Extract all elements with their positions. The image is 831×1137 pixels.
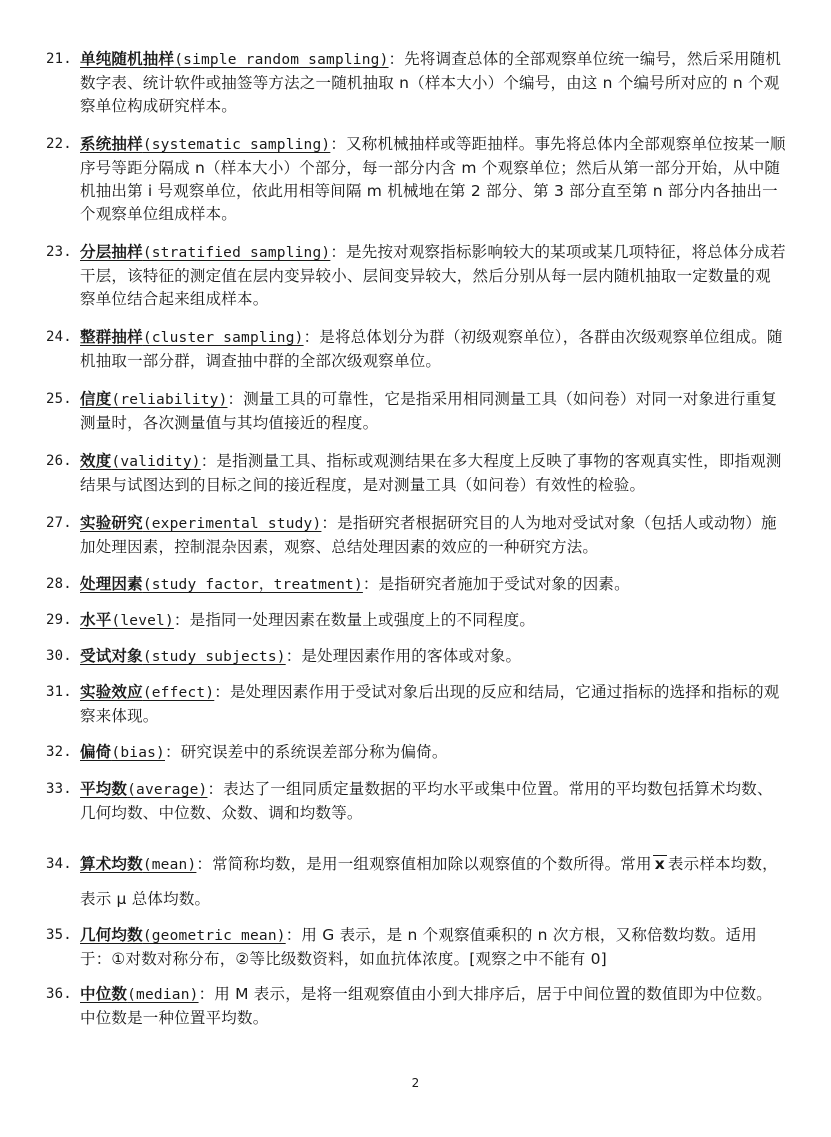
entry-term: 整群抽样(cluster sampling) bbox=[80, 328, 304, 346]
x-bar-symbol: x bbox=[654, 855, 665, 873]
entry-term: 受试对象(study subjects) bbox=[80, 647, 286, 665]
entry-term: 单纯随机抽样(simple random sampling) bbox=[80, 50, 389, 68]
entry-term: 信度(reliability) bbox=[80, 390, 228, 408]
glossary-entry-25 bbox=[46, 388, 786, 435]
entry-term: 偏倚(bias) bbox=[80, 743, 165, 761]
entry-number: 24. bbox=[46, 329, 72, 345]
entry-term: 效度(validity) bbox=[80, 452, 201, 470]
glossary-entry-28 bbox=[46, 573, 786, 597]
entry-number: 35. bbox=[46, 927, 72, 943]
entry-number: 22. bbox=[46, 136, 72, 152]
entry-definition: ：测量工具的可靠性，它是指采用相同测量工具（如问卷）对同一对象进行重复测量时，各次测量值与其均值接近的程度。 bbox=[80, 390, 778, 432]
entry-term: 平均数(average) bbox=[80, 780, 208, 798]
glossary-entry-30 bbox=[46, 645, 786, 669]
glossary-entry-24 bbox=[46, 326, 786, 373]
entry-number: 36. bbox=[46, 986, 72, 1002]
glossary-entry-29 bbox=[46, 609, 786, 633]
entry-number: 26. bbox=[46, 453, 72, 469]
entry-definition: ：是指同一处理因素在数量上或强度上的不同程度。 bbox=[173, 611, 536, 629]
entry-number: 33. bbox=[46, 781, 72, 797]
entry-term: 算术均数(mean) bbox=[80, 855, 197, 873]
glossary-entry-32 bbox=[46, 741, 786, 765]
entry-definition: ：是指测量工具、指标或观测结果在多大程度上反映了事物的客观真实性，即指观测结果与试图达到的目标之间的接近程度，是对测量工具（如问卷）有效性的检验。 bbox=[80, 452, 782, 494]
entry-term: 水平(level) bbox=[80, 611, 174, 629]
glossary-entry-21 bbox=[46, 48, 786, 118]
glossary-entry-35 bbox=[46, 924, 786, 971]
entry-definition: ：又称机械抽样或等距抽样。事先将总体内全部观察单位按某一顺序号等距分隔成 n（样本大小）个部分，每一部分内含 m 个观察单位；然后从第一部分开始，从中随机抽出第 i 号观察单位，依此用相等间隔 m 机械地在第 2 部分、第 3 部分直至第 n 部分内各抽出一个观察单位组成样本。 bbox=[80, 135, 786, 223]
entry-number: 27. bbox=[46, 515, 72, 531]
entry-term: 实验研究(experimental study) bbox=[80, 514, 322, 532]
entry-number: 21. bbox=[46, 51, 72, 67]
glossary-entry-31 bbox=[46, 681, 786, 728]
page-number: 2 bbox=[411, 1076, 420, 1090]
glossary-entry-33 bbox=[46, 778, 786, 825]
entry-term: 分层抽样(stratified sampling) bbox=[80, 243, 331, 261]
entry-definition: ：研究误差中的系统误差部分称为偏倚。 bbox=[165, 743, 448, 761]
entry-number: 31. bbox=[46, 684, 72, 700]
glossary-entry-22 bbox=[46, 133, 786, 226]
entry-number: 32. bbox=[46, 744, 72, 760]
entry-number: 28. bbox=[46, 576, 72, 592]
entry-definition: ：常简称均数，是用一组观察值相加除以观察值的个数所得。常用 bbox=[196, 855, 652, 873]
glossary-entry-27 bbox=[46, 512, 786, 559]
glossary-entry-36 bbox=[46, 983, 786, 1030]
glossary-entry-34 bbox=[46, 847, 786, 916]
entry-term: 中位数(median) bbox=[80, 985, 199, 1003]
entry-definition: ：用 G 表示，是 n 个观察值乘积的 n 次方根，又称倍数均数。适用于：①对数对称分布，②等比级数资料，如血抗体浓度。[观察之中不能有 0] bbox=[80, 926, 757, 968]
entry-term: 几何均数(geometric mean) bbox=[80, 926, 286, 944]
entry-definition: ：用 M 表示，是将一组观察值由小到大排序后，居于中间位置的数值即为中位数。中位数是一种位置平均数。 bbox=[80, 985, 772, 1027]
entry-definition: ：是指研究者根据研究目的人为地对受试对象（包括人或动物）施加处理因素，控制混杂因素，观察、总结处理因素的效应的一种研究方法。 bbox=[80, 514, 777, 556]
entry-definition: ：是处理因素作用于受试对象后出现的反应和结局，它通过指标的选择和指标的观察来体现。 bbox=[80, 683, 780, 725]
entry-term: 实验效应(effect) bbox=[80, 683, 215, 701]
entry-term: 处理因素(study factor，treatment) bbox=[80, 575, 363, 593]
entry-term: 系统抽样(systematic sampling) bbox=[80, 135, 331, 153]
glossary-list bbox=[46, 48, 786, 1030]
entry-definition: ：是处理因素作用的客体或对象。 bbox=[285, 647, 522, 665]
entry-definition-continued: 表示样本均数，表示 μ 总体均数。 bbox=[80, 855, 778, 908]
glossary-entry-26 bbox=[46, 450, 786, 497]
entry-number: 30. bbox=[46, 648, 72, 664]
entry-number: 29. bbox=[46, 612, 72, 628]
entry-definition: ：是指研究者施加于受试对象的因素。 bbox=[362, 575, 630, 593]
entry-definition: ：先将调查总体的全部观察单位统一编号，然后采用随机数字表、统计软件或抽签等方法之一随机抽取 n（样本大小）个编号，由这 n 个编号所对应的 n 个观察单位构成研究样本。 bbox=[80, 50, 782, 115]
entry-number: 25. bbox=[46, 391, 72, 407]
entry-number: 34. bbox=[46, 856, 72, 872]
entry-definition: ：表达了一组同质定量数据的平均水平或集中位置。常用的平均数包括算术均数、几何均数、中位数、众数、调和均数等。 bbox=[80, 780, 773, 822]
glossary-entry-23 bbox=[46, 241, 786, 311]
entry-definition: ：是将总体划分为群（初级观察单位），各群由次级观察单位组成。随机抽取一部分群，调查抽中群的全部次级观察单位。 bbox=[80, 328, 783, 370]
entry-definition: ：是先按对观察指标影响较大的某项或某几项特征，将总体分成若干层，该特征的测定值在层内变异较小、层间变异较大，然后分别从每一层内随机抽取一定数量的观察单位结合起来组成样本。 bbox=[80, 243, 786, 308]
entry-number: 23. bbox=[46, 244, 72, 260]
